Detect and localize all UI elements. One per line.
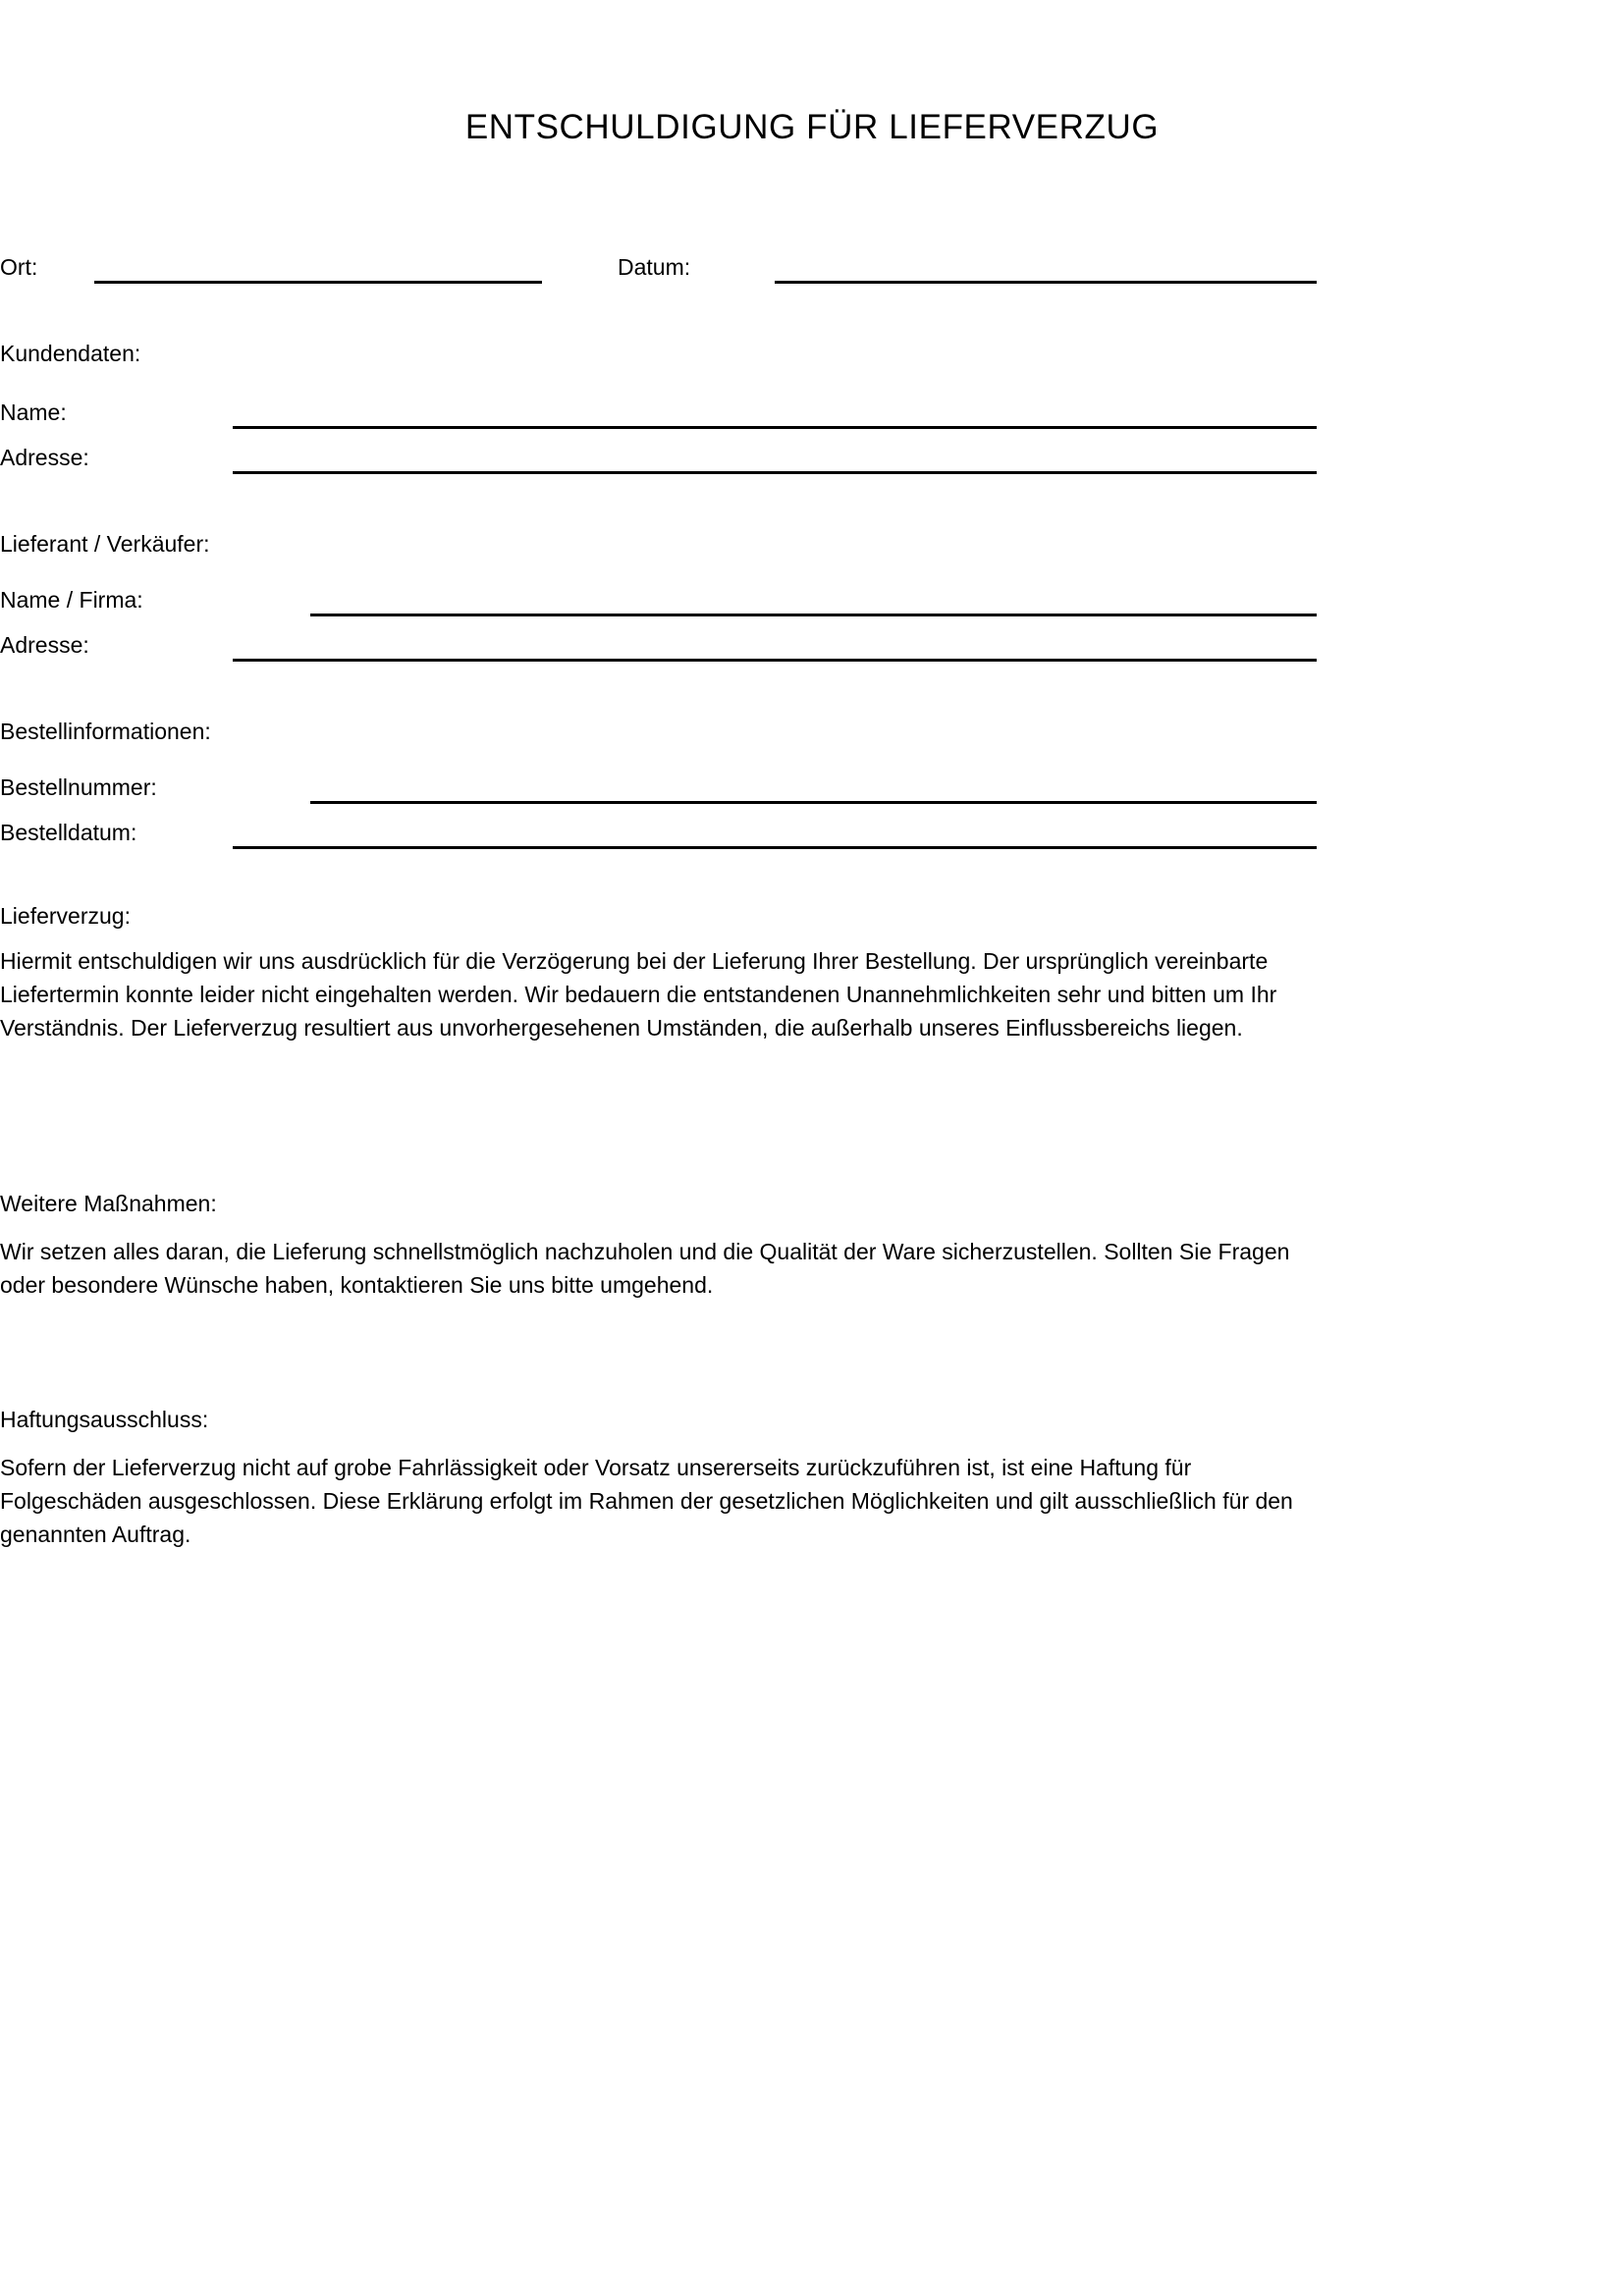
supplier-address-label: Adresse: [0, 632, 89, 658]
order-date-label: Bestelldatum: [0, 820, 137, 845]
order-number-input-line[interactable] [310, 801, 1317, 804]
measures-section-heading: Weitere Maßnahmen: [0, 1191, 217, 1216]
customer-address-row [0, 444, 1317, 477]
supplier-address-row [0, 631, 1317, 665]
page-title: ENTSCHULDIGUNG FÜR LIEFERVERZUG [464, 108, 1160, 146]
customer-name-input-line[interactable] [233, 426, 1317, 429]
measures-section-body: Wir setzen alles daran, die Lieferung schnellstmöglich nachzuholen und die Qualität der Ware sicherzustellen. Sollten Sie Fragen oder besondere Wünsche haben, kontaktieren Sie uns bitte umgehend. [0, 1239, 1290, 1298]
order-date-input-line[interactable] [233, 846, 1317, 849]
delay-section-body: Hiermit entschuldigen wir uns ausdrücklich für die Verzögerung bei der Lieferung Ihrer Bestellung. Der ursprünglich vereinbarte Liefertermin konnte leider nicht eingehalten werden. Wir bedauern die entstandenen Unannehmlichkeiten sehr und bitten um Ihr Verständnis. Der Lieferverzug resultiert aus unvorhergesehenen Umständen, die außerhalb unseres Einflussbereichs liegen. [0, 948, 1277, 1041]
place-input-line[interactable] [94, 281, 542, 284]
customer-section-heading: Kundendaten: [0, 341, 141, 366]
supplier-name-row [0, 586, 1317, 619]
date-label: Datum: [618, 254, 691, 280]
customer-address-label: Adresse: [0, 445, 89, 470]
order-number-label: Bestellnummer: [0, 774, 157, 800]
customer-address-input-line[interactable] [233, 471, 1317, 474]
supplier-name-input-line[interactable] [310, 614, 1317, 616]
order-section-heading: Bestellinformationen: [0, 719, 211, 744]
place-label: Ort: [0, 254, 38, 280]
place-date-row [0, 253, 1317, 287]
customer-name-row [0, 399, 1317, 432]
customer-name-label: Name: [0, 400, 67, 425]
liability-section-body: Sofern der Lieferverzug nicht auf grobe Fahrlässigkeit oder Vorsatz unsererseits zurückzuführen ist, ist eine Haftung für Folgeschäden ausgeschlossen. Diese Erklärung erfolgt im Rahmen der gesetzlichen Möglichkeiten und gilt ausschließlich für den genannten Auftrag. [0, 1455, 1293, 1547]
delay-section-heading: Lieferverzug: [0, 903, 131, 929]
supplier-address-input-line[interactable] [233, 659, 1317, 662]
date-input-line[interactable] [775, 281, 1317, 284]
order-number-row [0, 774, 1317, 807]
order-date-row [0, 819, 1317, 852]
supplier-name-label: Name / Firma: [0, 587, 143, 613]
supplier-section-heading: Lieferant / Verkäufer: [0, 531, 210, 557]
liability-section-heading: Haftungsausschluss: [0, 1407, 209, 1432]
